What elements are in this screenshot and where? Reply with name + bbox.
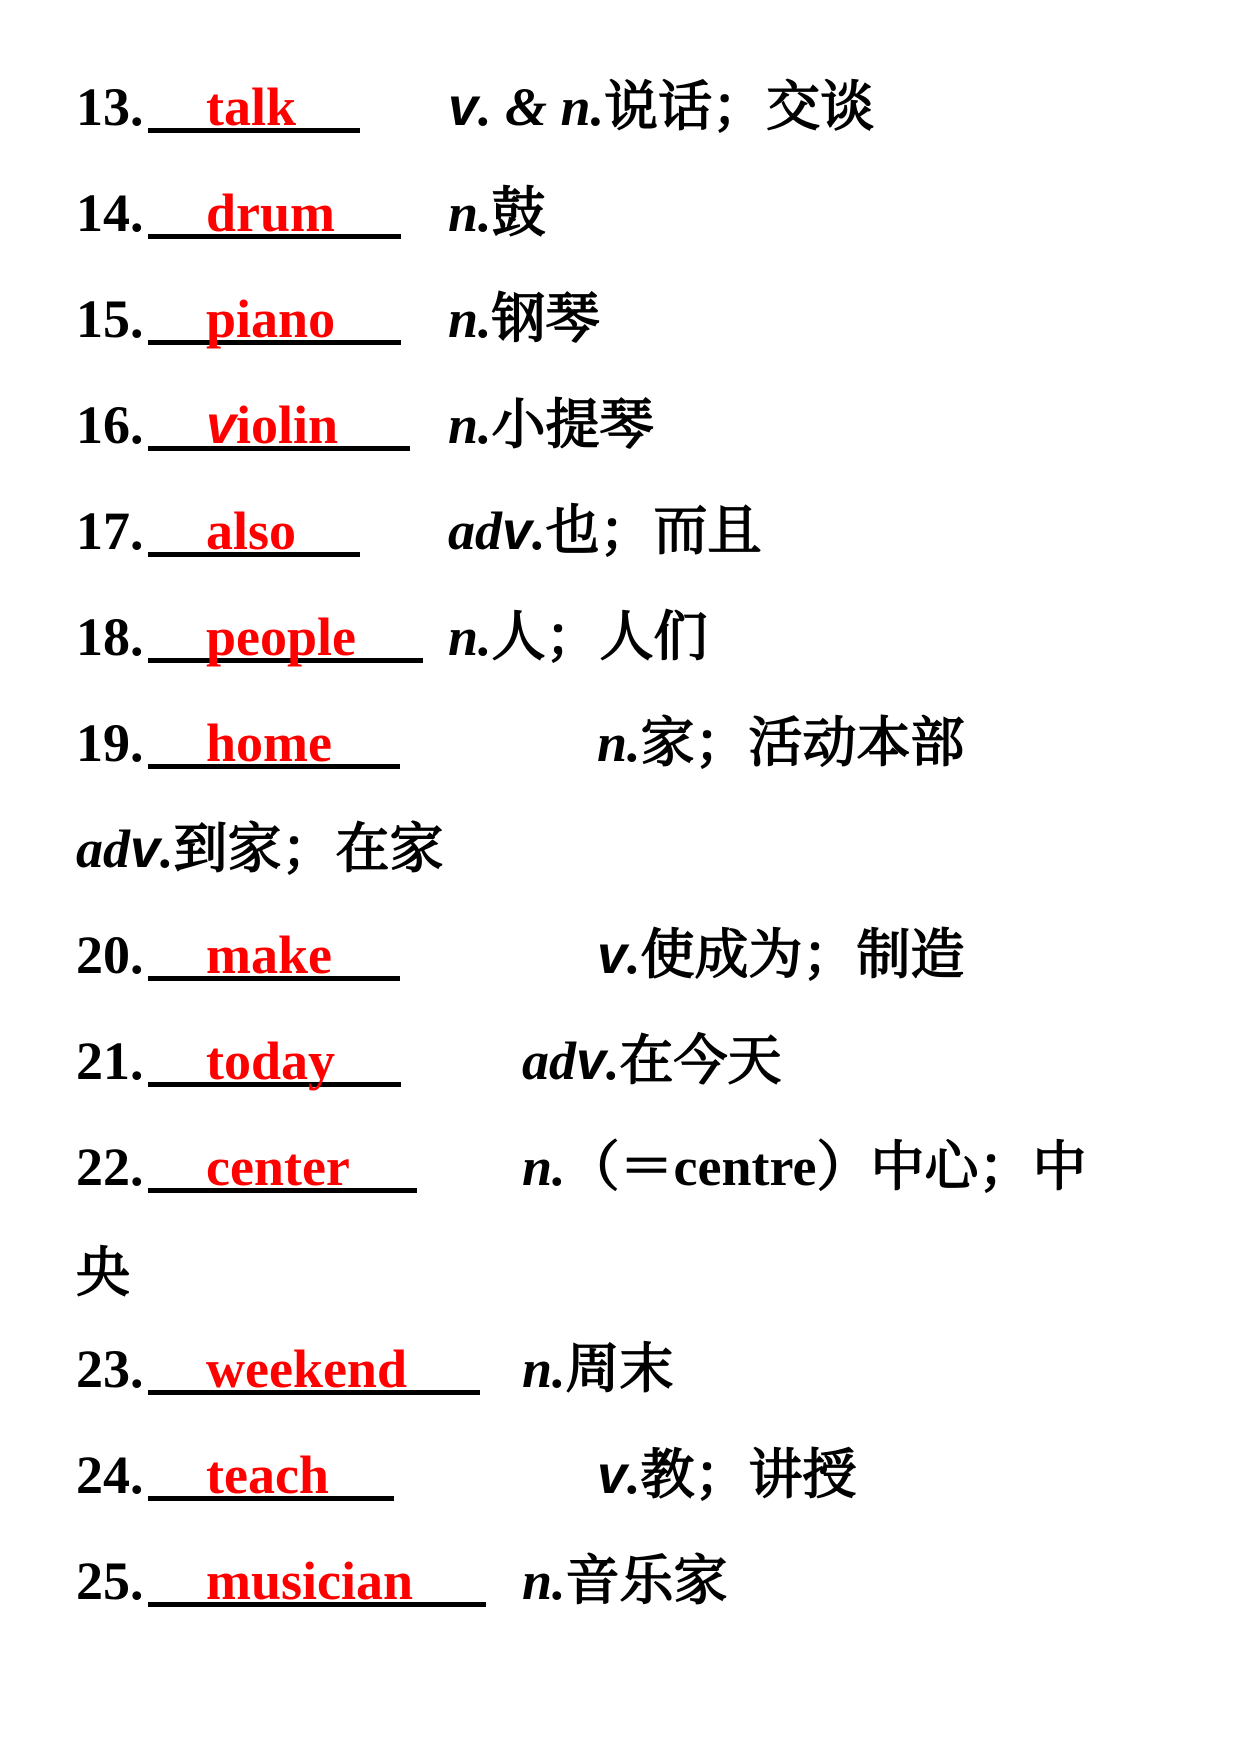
item-number: 15. (76, 289, 144, 349)
answer-word: talk (206, 77, 297, 137)
part-of-speech: ad (448, 501, 502, 561)
part-of-speech-dot: . (160, 819, 174, 879)
definition (448, 390, 654, 460)
definition (448, 284, 600, 354)
meaning: 鼓 (491, 183, 546, 243)
answer-word (206, 390, 338, 460)
definition (522, 1334, 674, 1404)
part-of-speech-dot: . (627, 925, 641, 985)
answer-word: today (206, 1031, 336, 1091)
part-of-speech-dot: . (627, 1445, 641, 1505)
meaning: 在今天 (619, 1031, 782, 1091)
definition (448, 72, 874, 142)
part-of-speech: n. (597, 713, 641, 773)
part-of-speech-v: v (448, 77, 479, 137)
meaning: 周末 (565, 1339, 674, 1399)
meaning: 说话；交谈 (604, 77, 875, 137)
definition (522, 1132, 1086, 1202)
item-number: 24. (76, 1445, 144, 1505)
answer-word: weekend (206, 1339, 407, 1399)
item-number: 17. (76, 501, 144, 561)
meaning: 到家；在家 (173, 819, 444, 879)
definition (597, 708, 965, 778)
meaning: 家；活动本部 (640, 713, 965, 773)
part-of-speech: n. (522, 1137, 566, 1197)
part-of-speech: n. (448, 395, 492, 455)
item-number: 16. (76, 395, 144, 455)
answer-rest: iolin (236, 395, 339, 455)
part-of-speech: ad (76, 819, 130, 879)
definition (76, 814, 444, 884)
answer-word: piano (206, 289, 336, 349)
part-of-speech: n. (448, 607, 492, 667)
definition (448, 178, 546, 248)
meaning: 也；而且 (545, 501, 762, 561)
item-number: 22. (76, 1137, 144, 1197)
meaning: 央 (76, 1243, 130, 1303)
item-number: 18. (76, 607, 144, 667)
part-of-speech: n. (448, 183, 492, 243)
definition (522, 1026, 782, 1096)
answer-word: center (206, 1137, 350, 1197)
part-of-speech-v: v (130, 819, 161, 879)
meaning: （＝centre）中心；中 (565, 1137, 1087, 1197)
answer-word: home (206, 713, 332, 773)
part-of-speech: n. (448, 289, 492, 349)
answer-letter-v: v (206, 395, 237, 455)
definition (597, 920, 965, 990)
item-number: 14. (76, 183, 144, 243)
definition (522, 1546, 728, 1616)
part-of-speech-v: v (597, 1445, 628, 1505)
part-of-speech-v: v (502, 501, 533, 561)
part-of-speech-dot: . (532, 501, 546, 561)
item-number: 20. (76, 925, 144, 985)
definition (448, 602, 708, 672)
item-number: 21. (76, 1031, 144, 1091)
item-number: 25. (76, 1551, 144, 1611)
part-of-speech-v: v (597, 925, 628, 985)
part-of-speech: n. (522, 1551, 566, 1611)
part-of-speech-dot: . (606, 1031, 620, 1091)
item-number: 13. (76, 77, 144, 137)
meaning: 教；讲授 (640, 1445, 857, 1505)
part-of-speech: ad (522, 1031, 576, 1091)
answer-word: musician (206, 1551, 414, 1611)
part-of-speech: n. (522, 1339, 566, 1399)
definition (597, 1440, 857, 1510)
part-of-speech: . & n. (478, 77, 605, 137)
definition (448, 496, 762, 566)
answer-word: teach (206, 1445, 329, 1505)
meaning: 钢琴 (491, 289, 600, 349)
answer-word: also (206, 501, 297, 561)
answer-word: drum (206, 183, 336, 243)
meaning: 小提琴 (491, 395, 654, 455)
answer-word: make (206, 925, 332, 985)
item-number: 23. (76, 1339, 144, 1399)
meaning: 音乐家 (565, 1551, 728, 1611)
part-of-speech-v: v (576, 1031, 607, 1091)
answer-word: people (206, 607, 357, 667)
meaning: 人；人们 (491, 607, 708, 667)
meaning: 使成为；制造 (640, 925, 965, 985)
item-number: 19. (76, 713, 144, 773)
